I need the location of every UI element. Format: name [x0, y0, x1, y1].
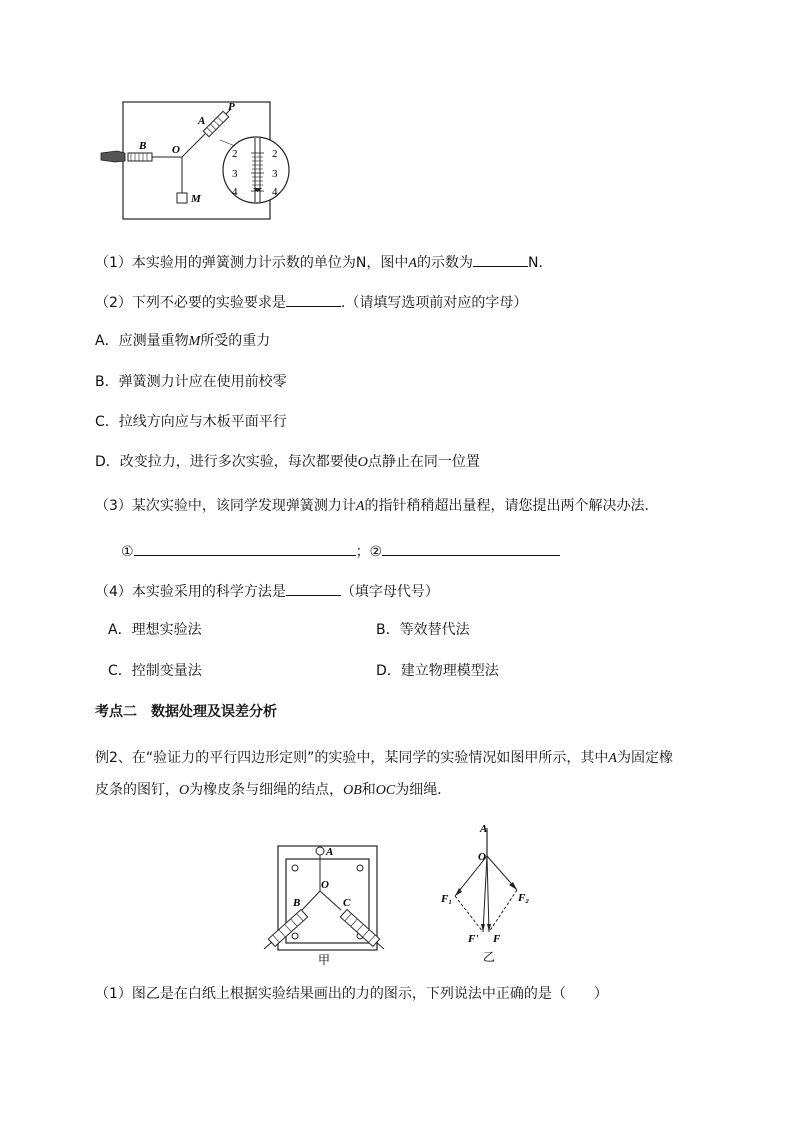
- figure-jia: [255, 840, 395, 968]
- pin-a: [316, 847, 324, 855]
- tick-label-right-3: 3: [272, 168, 278, 180]
- answer-blank[interactable]: [286, 291, 341, 307]
- example-2-line-1: 例2、在“验证力的平行四边形定则”的实验中，某同学的实验情况如图甲所示，其中A为固定橡: [95, 750, 673, 766]
- dashed-f1-fprime: [455, 896, 483, 932]
- hand-icon: [101, 151, 125, 162]
- answer-blank[interactable]: [286, 580, 341, 596]
- option-d: D．改变拉力，进行多次实验，每次都要使O点静止在同一位置: [95, 454, 480, 470]
- section-heading: 考点二 数据处理及误差分析: [95, 704, 277, 720]
- option4-d: D．建立物理模型法: [376, 663, 499, 679]
- string-oc: [320, 891, 341, 910]
- question-2: （2）下列不必要的实验要求是 .（请填写选项前对应的字母）: [95, 291, 527, 313]
- caption-yi: 乙: [483, 950, 496, 964]
- figure-spring-balance-setup: [95, 98, 295, 226]
- label-o: O: [172, 144, 180, 156]
- string-oa: [182, 134, 205, 157]
- label-b: B: [139, 140, 147, 152]
- tick-label-right-4: 4: [272, 186, 278, 198]
- tick-label-left-4: 4: [232, 186, 238, 198]
- option4-b: B．等效替代法: [376, 622, 470, 638]
- figure-yi: [430, 818, 560, 966]
- dashed-f2-f: [489, 890, 517, 932]
- caption-jia: 甲: [318, 953, 331, 967]
- tick-label-left-3: 3: [232, 168, 238, 180]
- label-o: O: [321, 879, 329, 891]
- option4-a: A．理想实验法: [108, 622, 202, 638]
- example-2-line-2: 皮条的图钉，O为橡皮条与细绳的结点，OB和OC为细绳．: [95, 782, 452, 798]
- question-1: （1）本实验用的弹簧测力计示数的单位为N，图中A的示数为 N.: [95, 251, 543, 274]
- string-ob: [302, 891, 320, 910]
- question-3-answers: ① ；②: [121, 540, 560, 562]
- option4-c: C．控制变量法: [108, 663, 202, 679]
- label-o: O: [478, 851, 486, 863]
- spring-balance-b: [128, 153, 152, 161]
- option-c: C．拉线方向应与木板平面平行: [95, 414, 287, 430]
- label-a: A: [198, 115, 206, 127]
- answer-blank[interactable]: [473, 251, 528, 267]
- label-f2: F₂: [518, 892, 530, 904]
- label-c: C: [343, 897, 351, 909]
- label-p: P: [228, 101, 235, 113]
- question-3: （3）某次实验中，该同学发现弹簧测力计A的指针稍稍超出量程，请您提出两个解决办法．: [95, 498, 659, 514]
- answer-blank-1[interactable]: [134, 540, 356, 556]
- option-a: A．应测量重物M所受的重力: [95, 333, 271, 349]
- label-m: M: [191, 193, 201, 205]
- question-5: （1）图乙是在白纸上根据实验结果画出的力的图示，下列说法中正确的是（ ）: [95, 986, 608, 1002]
- label-f1: F₁: [441, 893, 453, 905]
- label-a: A: [326, 846, 334, 858]
- spring-balance-a: [203, 111, 228, 136]
- force-f: [487, 856, 489, 932]
- answer-blank-2[interactable]: [382, 540, 560, 556]
- weight-m: [177, 193, 187, 203]
- label-f-prime: F': [468, 933, 479, 945]
- option-b: B．弹簧测力计应在使用前校零: [95, 374, 287, 390]
- label-f: F: [493, 933, 501, 945]
- tick-label-left-2: 2: [232, 148, 238, 160]
- force-f-prime: [483, 856, 487, 932]
- question-4: （4）本实验采用的科学方法是 （填字母代号）: [95, 580, 439, 602]
- tick-label-right-2: 2: [272, 148, 278, 160]
- label-b: B: [293, 897, 301, 909]
- label-a: A: [480, 823, 488, 835]
